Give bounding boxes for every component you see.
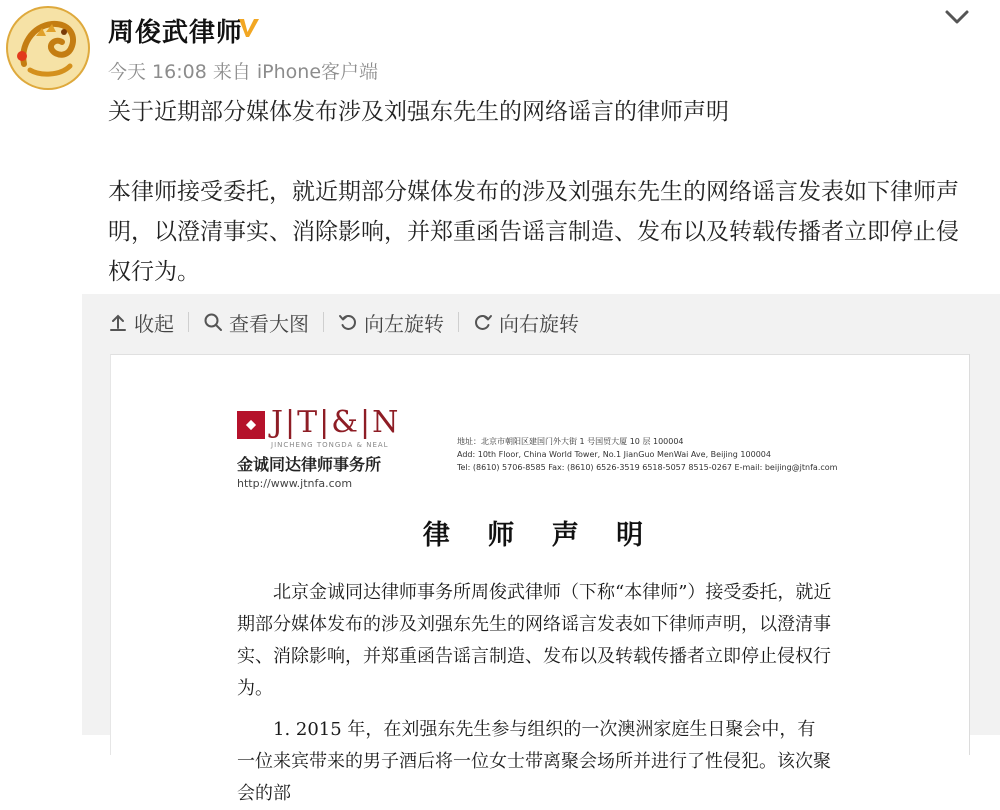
post-content (108, 92, 968, 292)
statement-paragraph: 1. 2015 年，在刘强东先生参与组织的一次澳洲家庭生日聚会中，有一位来宾带来的男子酒后将一位女士带离聚会场所并进行了性侵犯。该次聚会的部 (237, 719, 831, 804)
firm-logo-text: J|T|&|N (271, 405, 401, 440)
address-english: Add: 10th Floor, China World Tower, No.1 JianGuo MenWai Ave, Beijing 100004 (457, 450, 771, 459)
collapse-button[interactable] (108, 308, 174, 337)
rotate-right-label: 向右旋转 (499, 311, 579, 336)
statement-paragraph: 北京金诚同达律师事务所周俊武律师（下称“本律师”）接受委托，就近期部分媒体发布的涉及刘强东先生的网络谣言发表如下律师声明，以澄清事实、消除影响，并郑重函告谣言制造、发布以及转载传播者立即停止侵权行为。 (237, 582, 832, 699)
rotate-left-button[interactable] (338, 308, 444, 337)
toolbar-divider (458, 312, 459, 332)
firm-address-block (457, 435, 887, 474)
post-timestamp[interactable]: 今天 16:08 (108, 61, 207, 83)
address-chinese: 地址：北京市朝阳区建国门外大街 1 号国贸大厦 10 层 100004 (457, 437, 684, 446)
firm-name: 金诚同达律师事务所 (237, 455, 382, 474)
media-toolbar (108, 306, 579, 338)
chevron-down-icon[interactable] (942, 6, 972, 28)
post-body: 本律师接受委托，就近期部分媒体发布的涉及刘强东先生的网络谣言发表如下律师声明，以澄清事实、消除影响，并郑重函告谣言制造、发布以及转载传播者立即停止侵权行为。 (108, 179, 959, 285)
collapse-arrow-icon (108, 312, 128, 332)
user-avatar[interactable] (6, 6, 90, 90)
post-title: 关于近期部分媒体发布涉及刘强东先生的网络谣言的律师声明 (108, 99, 729, 125)
rotate-right-button[interactable] (473, 308, 579, 337)
firm-logo-mark-icon (237, 411, 265, 439)
firm-url: http://www.jtnfa.com (237, 477, 353, 490)
view-large-button[interactable] (203, 308, 309, 337)
rotate-left-icon (338, 312, 358, 332)
statement-body (237, 577, 832, 810)
post-source: 来自 iPhone客户端 (212, 61, 379, 83)
rotate-right-icon (473, 312, 493, 332)
post-author-name[interactable]: 周俊武律师 (108, 18, 244, 48)
rotate-left-label: 向左旋转 (364, 311, 444, 336)
view-large-label: 查看大图 (229, 311, 309, 336)
toolbar-divider (188, 312, 189, 332)
statement-image[interactable] (110, 354, 969, 804)
collapse-label: 收起 (134, 311, 174, 336)
search-icon (203, 312, 223, 332)
statement-title: 律 师 声 明 (422, 520, 658, 551)
toolbar-divider (323, 312, 324, 332)
media-viewer (82, 294, 1000, 804)
golden-dragon-icon (6, 6, 90, 90)
firm-logo-subtitle: JINCHENG TONGDA & NEAL (271, 441, 389, 449)
verified-badge-icon (236, 15, 262, 41)
contact-line: Tel: (8610) 5706-8585 Fax: (8610) 6526-3519 6518-5057 8515-0267 E-mail: beijing@jtnfa.com (457, 463, 838, 472)
post-meta (108, 57, 378, 84)
